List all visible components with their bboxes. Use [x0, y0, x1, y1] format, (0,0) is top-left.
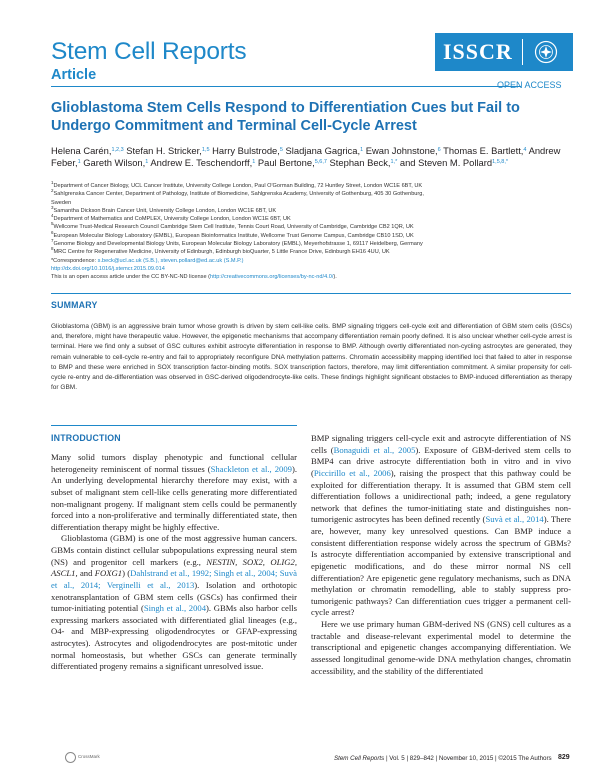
affiliation-line: $^1$Department of Cancer Biology, UCL Cancer Institute, University College London, Paul O'Gorman Building, 72 Huntley Street, London WC1E 6BT, UK: [51, 180, 423, 189]
journal-name: Stem Cell Reports: [51, 38, 247, 65]
author-affiliation-marker: 1,2,3: [111, 147, 124, 153]
intro-rule: [51, 425, 297, 426]
summary-rule: [51, 293, 571, 294]
correspondence: *Correspondence: s.beck@ucl.ac.uk (S.B.), steven.pollard@ed.ac.uk (S.M.P.): [51, 257, 244, 264]
author-affiliation-marker: 1,5,8,*: [492, 159, 509, 166]
author-name: Andrew E. Teschendorff,: [150, 157, 253, 169]
author-affiliation-marker: 5,6,7: [314, 159, 327, 166]
author-affiliation-marker: 1,*: [390, 159, 398, 166]
isscr-logo: [435, 33, 573, 71]
author-affiliation-marker: 5: [279, 147, 283, 153]
author-affiliation-marker: 1: [77, 159, 81, 166]
author-affiliation-marker: 1: [145, 159, 149, 166]
author-name: Andrew Feber,: [51, 145, 561, 169]
affiliation-line: Sweden: [51, 199, 72, 206]
paragraph: Here we use primary human GBM-derived NS (GNS) cell cultures as a tractable and disease-relevant experimental model to determine the transcriptional and epigenetic changes accompanying differentiation. We assessed longitudinal genome-wide DNA methylation changes, chromatin accessibility, and the stability of the differentiated: [311, 619, 571, 676]
author-affiliation-marker: 1: [360, 147, 364, 153]
citation-link[interactable]: Piccirillo et al., 2006: [313, 467, 391, 478]
author-name: Helena Carén,: [51, 145, 112, 156]
citation-link[interactable]: Dahlstrand et al., 1992; Singh et al., 2004; Suvà et al., 2014; Verginelli et al., 2013: [51, 568, 297, 590]
author-name: Stefan H. Stricker,: [126, 145, 202, 156]
affiliation-line: $^8$MRC Centre for Regenerative Medicine, University of Edinburgh, Edinburgh bioQuarter, 5 Little France Drive, Edinburgh EH16 4UU, UK: [51, 246, 390, 256]
correspondence-emails[interactable]: s.beck@ucl.ac.uk (S.B.), steven.pollard@ed.ac.uk (S.M.P.): [97, 257, 244, 264]
seal-icon: [534, 40, 558, 64]
article-type: Article: [51, 67, 97, 83]
citation-link[interactable]: Suvà et al., 2014: [485, 514, 544, 525]
author-name: Sladjana Gagrica,: [285, 145, 361, 156]
crossmark-label: CrossMark: [78, 754, 100, 759]
author-name: and Steven M. Pollard: [399, 157, 493, 169]
citation-link[interactable]: Shackleton et al., 2009: [210, 463, 292, 474]
header-rule: [51, 86, 521, 87]
license-link[interactable]: http://creativecommons.org/licenses/by-nc-nd/4.0/: [209, 274, 334, 281]
author-affiliation-marker: 1,5: [201, 147, 210, 153]
intro-left-column: [51, 452, 297, 673]
article-title: Glioblastoma Stem Cells Respond to Differentiation Cues but Fail to Undergo Commitment and Terminal Cell-Cycle Arrest: [51, 100, 520, 134]
citation-link[interactable]: Bonaguidi et al., 2005: [333, 444, 416, 455]
paragraph: Glioblastoma (GBM) is one of the most aggressive human cancers. GBMs contain distinct cellular subpopulations expressing neural stem (NS) and progenitor cell markers (e.g., NESTIN, SOX2, OLIG2, ASCL1, and FOXG1) (Dahlstrand et al., 1992; Singh et al., 2004; Suvà et al., 2014; Verginelli et al., 2013). Isolation and orthotopic xenotransplantation of GBM stem cells (GSCs) has confirmed their tumor-initiating potential (Singh et al., 2004). GBMs also harbor cells expressing markers associated with differentiated glial lineages (e.g., O4- and MBP-expressing oligodendrocytes or GFAP-expressing astrocytes). Astrocytes and oligodendrocytes are post-mitotic under normal homeostasis, but whether GSCs can generate terminally differentiated progeny remains a significant unresolved issue.: [51, 533, 297, 672]
affiliation-line: $^5$Wellcome Trust-Medical Research Council Cambridge Stem Cell Institute, Tennis Court Road, University of Cambridge, Cambridge CB2 1QR, UK: [51, 221, 414, 231]
affiliation-line: $^2$Sahlgrenska Cancer Center, Department of Pathology, Institute of Biomedicine, Sahlgrenska Academy, University of Gothenburg, 405 30 Gothenburg,: [51, 188, 424, 198]
open-access-label: OPEN ACCESS: [497, 80, 562, 90]
author-name: Stephan Beck,: [329, 157, 391, 169]
author-name: Paul Bertone,: [257, 157, 315, 169]
page-number: 829: [558, 754, 570, 761]
affiliation-line: $^4$Department of Mathematics and CoMPLEX, University College London, London WC1E 6BT, UK: [51, 213, 291, 223]
affiliation-line: $^6$European Molecular Biology Laboratory (EMBL), European Bioinformatics Institute, Wellcome Trust Genome Campus, Cambridge CB10 1SD, UK: [51, 229, 414, 239]
affiliation-line: $^3$Samantha Dickson Brain Cancer Unit, University College London, London WC1E 6BT, UK: [51, 204, 277, 214]
license-line: This is an open access article under the CC BY-NC-ND license (http://creativecommons.org/licenses/by-nc-nd/4.0/).: [51, 274, 337, 281]
author-name: Harry Bulstrode,: [212, 145, 280, 156]
introduction-heading: INTRODUCTION: [51, 433, 121, 443]
author-name: Thomas E. Bartlett,: [443, 145, 524, 156]
affiliation-line: $^7$Genome Biology and Developmental Biology Units, European Molecular Biology Laboratory (EMBL), Meyerhofstrasse 1, 69117 Heidelberg, Germany: [51, 238, 423, 248]
author-list: [51, 145, 571, 170]
author-name: Ewan Johnstone,: [365, 145, 438, 156]
author-name: Gareth Wilson,: [83, 157, 146, 169]
isscr-logo-text: ISSCR: [443, 39, 513, 64]
author-affiliation-marker: 6: [437, 147, 441, 153]
author-affiliation-marker: 1: [252, 159, 256, 166]
affiliations: [51, 182, 576, 282]
paragraph: Many solid tumors display phenotypic and functional cellular heterogeneity reminiscent of normal tissues (Shackleton et al., 2009). An underlying developmental hierarchy therefore may exist, with a subset of malignant stem cell-like cells generating more differentiated non-malignant progeny. If malignant stem cells could be permanently forced into a non-proliferative and terminally differentiated state, then differentiation therapy might be highly effective.: [51, 452, 297, 532]
citation-link[interactable]: Singh et al., 2004: [143, 603, 207, 614]
summary-text: Glioblastoma (GBM) is an aggressive brain tumor whose growth is driven by stem cell-like cells. BMP signaling triggers cell-cycle exit and differentiation of GBM stem cells (GSCs) and, therefore, might have therapeutic value. However, the epigenetic mechanisms that accompany differentiation remain poorly defined. It is also unclear whether cell-cycle arrest is terminal. Here we find only a subset of GSC cultures exhibit astrocyte differentiation in response to BMP. Although overtly differentiated non-cycling astrocytes are generated, they remain vulnerable to cell-cycle re-entry and fail to appropriately reconfigure DNA methylation patterns. Chromatin accessibility mapping identified loci that failed to alter in response to BMP and these were enriched in SOX transcription factor-binding motifs. SOX transcription factors, therefore, may limit differentiation commitment. A similar propensity for cell-cycle re-entry and de-differentiation was observed in GSC-derived oligodendrocyte-like cells. These findings highlight significant obstacles to BMP-induced differentiation as therapy for GBM.: [51, 323, 572, 392]
summary-heading: SUMMARY: [51, 300, 98, 310]
author-affiliation-marker: 4: [523, 147, 527, 153]
doi-link[interactable]: http://dx.doi.org/10.1016/j.stemcr.2015.09.014: [51, 265, 165, 272]
paragraph: BMP signaling triggers cell-cycle exit and astrocyte differentiation of NS cells (Bonaguidi et al., 2005). Exposure of GBM-derived stem cells to BMP4 can drive astrocyte differentiation both in vitro and in vivo (Piccirillo et al., 2006), raising the prospect that this pathway could be exploited for differentiation therapy. It is assumed that GBM stem cell differentiation follows a unidirectional path; indeed, a gene regulatory network that defines the tumor-initiating state and distinguishes non-tumorigenic astrocytes has been defined recently (Suvà et al., 2014). There are, however, many key unresolved questions. Can BMP induce a consistent differentiation response widely across the spectrum of GBMs? Is astrocyte differentiation accompanied by extensive transcriptional and epigenetic modifications, and do these mirror normal NS cell differentiation? Are epigenetic gene regulatory mechanisms, such as DNA methylation or chromatin remodelling, able to stably suppress pro-tumorigenic pathways? Can differentiation cues trigger a permanent cell-cycle arrest?: [311, 433, 572, 618]
crossmark-icon[interactable]: [65, 752, 76, 763]
intro-right-column: [311, 433, 571, 677]
footer-citation: Stem Cell Reports | Vol. 5 | 829–842 | November 10, 2015 | ©2015 The Authors: [334, 755, 552, 762]
